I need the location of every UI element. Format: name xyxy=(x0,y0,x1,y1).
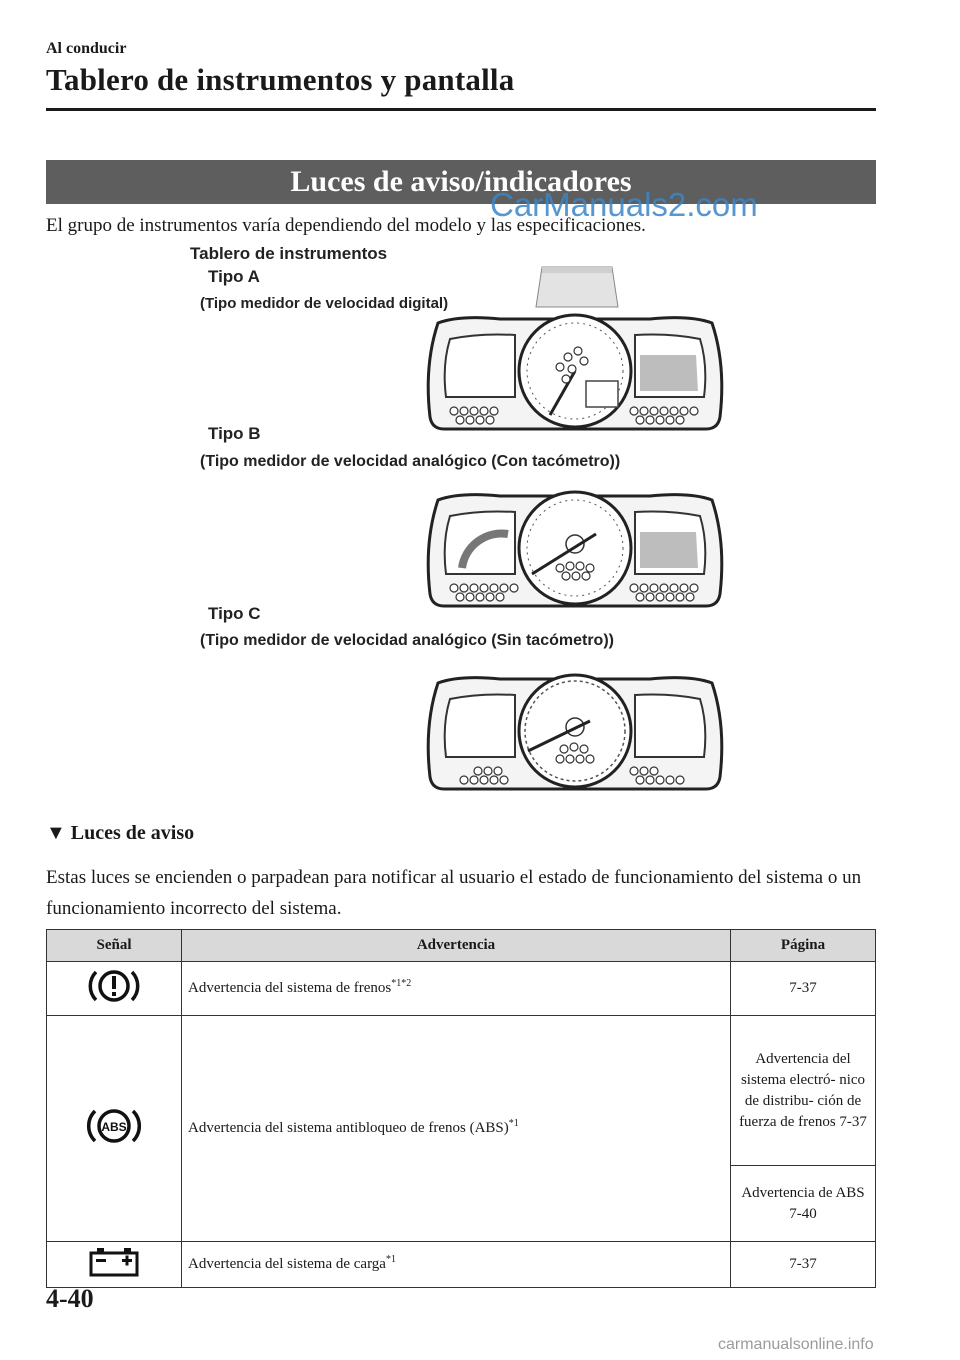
header-warning: Advertencia xyxy=(182,930,731,962)
type-a-label: Tipo A xyxy=(208,267,260,286)
footnote-ref: *1*2 xyxy=(391,978,412,989)
table-row xyxy=(47,1016,876,1166)
warning-lights-heading xyxy=(46,822,194,845)
page-cell: 7-37 xyxy=(731,962,876,1016)
page-cell: 7-37 xyxy=(731,1242,876,1288)
signal-cell xyxy=(47,1242,182,1288)
watermark: CarManuals2.com xyxy=(490,186,758,223)
table-header-row xyxy=(47,930,876,962)
warning-text: Advertencia del sistema de carga xyxy=(188,1256,386,1272)
warning-cell xyxy=(182,1016,731,1242)
triangle-marker-icon: ▼ xyxy=(46,822,66,844)
signal-cell xyxy=(47,962,182,1016)
warning-text: Advertencia del sistema de frenos xyxy=(188,980,392,996)
brake-warning-icon xyxy=(86,966,142,1006)
type-b-label: Tipo B xyxy=(208,424,261,443)
warning-lights-title: Luces de aviso xyxy=(70,822,195,844)
battery-charge-warning-icon xyxy=(88,1247,140,1277)
page-cell: Advertencia de ABS 7-40 xyxy=(731,1166,876,1242)
warning-lights-table xyxy=(46,929,876,1288)
figure-caption: Tablero de instrumentos xyxy=(190,244,388,263)
section-label: Al conducir xyxy=(46,40,127,57)
footer-site-watermark: carmanualsonline.info xyxy=(718,1336,874,1353)
chapter-title: Tablero de instrumentos y pantalla xyxy=(46,62,515,97)
type-c-label: Tipo C xyxy=(208,604,261,623)
table-row xyxy=(47,1242,876,1288)
title-divider xyxy=(46,108,876,111)
warning-cell xyxy=(182,1242,731,1288)
footnote-ref: *1 xyxy=(508,1118,519,1129)
type-c-description: (Tipo medidor de velocidad analógico (Sin tacómetro)) xyxy=(200,632,614,649)
abs-warning-icon xyxy=(84,1104,144,1148)
signal-cell xyxy=(47,1016,182,1242)
warning-text: Advertencia del sistema antibloqueo de frenos (ABS) xyxy=(188,1120,509,1136)
page-cell: Advertencia del sistema electró- nico de distribu- ción de fuerza de frenos 7-37 xyxy=(731,1016,876,1166)
cluster-type-a-illustration xyxy=(420,305,730,437)
section-banner: Luces de aviso/indicadores xyxy=(46,160,876,204)
type-b-description: (Tipo medidor de velocidad analógico (Con tacómetro)) xyxy=(200,453,621,470)
type-a-description: (Tipo medidor de velocidad digital) xyxy=(200,295,449,312)
header-page: Página xyxy=(731,930,876,962)
warning-lights-description: Estas luces se encienden o parpadean para notificar al usuario el estado de funcionamiento del sistema o un funcionamiento incorrecto del sistema. xyxy=(46,867,862,919)
cluster-type-c-illustration xyxy=(420,665,730,797)
table-row xyxy=(47,962,876,1016)
intro-text: El grupo de instrumentos varía dependiendo del modelo y las especificaciones. xyxy=(46,215,646,236)
svg-text:ABS: ABS xyxy=(101,1120,127,1134)
cluster-type-b-illustration xyxy=(420,482,730,614)
page-number: 4-40 xyxy=(46,1284,94,1313)
head-up-display-illustration xyxy=(532,265,622,310)
header-signal: Señal xyxy=(47,930,182,962)
warning-cell xyxy=(182,962,731,1016)
footnote-ref: *1 xyxy=(385,1254,396,1265)
